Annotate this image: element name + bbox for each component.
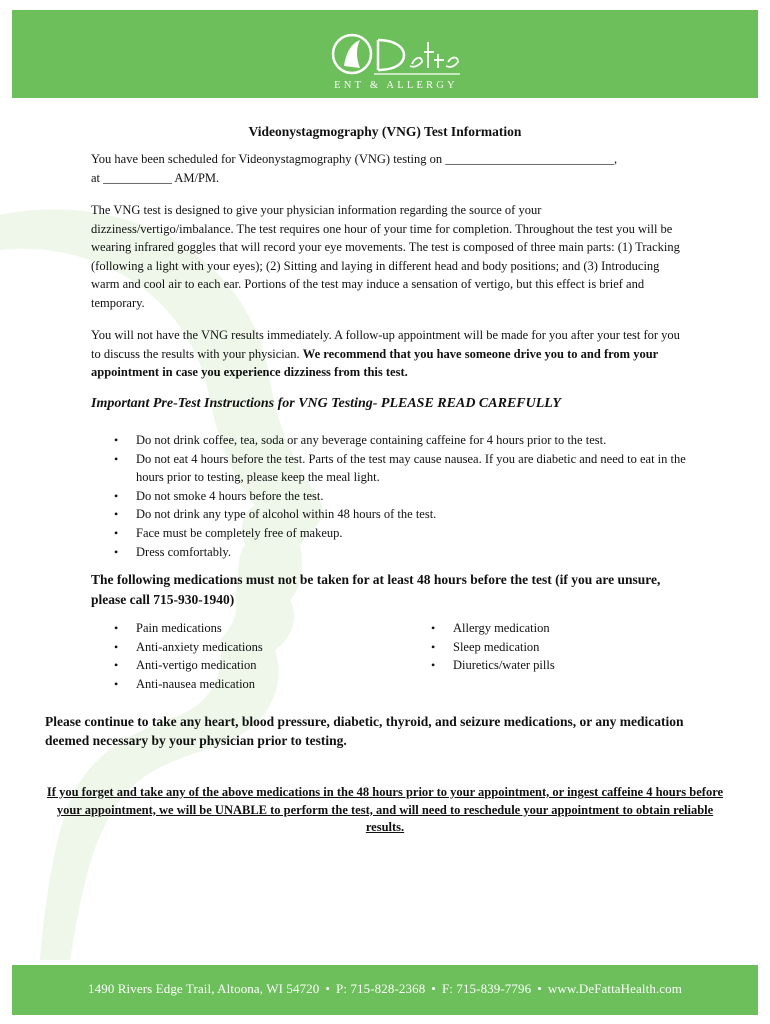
list-item: • Do not eat 4 hours before the test. Parts of the test may cause nausea. If you are diabetic and need to eat in the hours prior to testing, please keep the meal light. xyxy=(91,450,691,487)
defatta-logo xyxy=(330,30,470,80)
medications-list-left xyxy=(91,619,391,693)
footer-address: 1490 Rivers Edge Trail, Altoona, WI 54720 xyxy=(88,981,320,996)
header-banner xyxy=(12,10,758,98)
list-item: • Diuretics/water pills xyxy=(408,656,708,675)
list-item: • Sleep medication xyxy=(408,638,708,657)
medications-heading: The following medications must not be taken for at least 48 hours before the test (if you are unsure, please call 715-930-1940) xyxy=(91,572,661,607)
list-item: • Do not drink coffee, tea, soda or any beverage containing caffeine for 4 hours prior to the test. xyxy=(91,431,691,450)
footer-separator: • xyxy=(537,981,542,996)
list-item: • Do not drink any type of alcohol within 48 hours of the test. xyxy=(91,505,691,524)
continue-medications-note: Please continue to take any heart, blood pressure, diabetic, thyroid, and seizure medications, or any medication deemed necessary by your physician prior to testing. xyxy=(45,714,684,748)
footer-fax: F: 715-839-7796 xyxy=(441,981,532,996)
footer-phone: P: 715-828-2368 xyxy=(336,981,426,996)
list-item: • Do not smoke 4 hours before the test. xyxy=(91,487,691,506)
results-text: You will not have the VNG results immediately. A follow-up appointment will be made for you after your test for you to discuss the results with your physician. xyxy=(91,328,680,361)
footer-separator: • xyxy=(325,981,331,996)
footer-contact-line xyxy=(12,981,758,997)
schedule-line-time: at ___________ AM/PM. xyxy=(91,170,220,185)
list-item: • Pain medications xyxy=(91,619,391,638)
results-recommendation: We recommend that you have someone drive you to and from your appointment in case you experience dizziness from this test. xyxy=(91,346,658,380)
list-item: • Face must be completely free of makeup. xyxy=(91,524,691,543)
schedule-text xyxy=(91,150,691,187)
footer-website: www.DeFattaHealth.com xyxy=(547,981,682,996)
pretest-instructions-list xyxy=(91,431,691,561)
results-paragraph xyxy=(91,326,681,382)
logo-subtitle: ENT & ALLERGY xyxy=(334,80,458,91)
list-item: • Allergy medication xyxy=(408,619,708,638)
list-item: • Anti-vertigo medication xyxy=(91,656,391,675)
test-description: The VNG test is designed to give your physician information regarding the source of your dizziness/vertigo/imbalance. The test requires one hour of your time for completion. Throughout the test you will be wearing infrared goggles that will record your eye movements. The test is composed of three main parts: (1) Tracking (following a light with your eyes); (2) Sitting and laying in different head and body positions; and (3) Introducing warm and cool air to each ear. Portions of the test may induce a sensation of vertigo, but this effect is brief and temporary. xyxy=(91,203,680,310)
pretest-heading: Important Pre-Test Instructions for VNG Testing- PLEASE READ CAREFULLY xyxy=(91,396,561,411)
medications-list-right xyxy=(408,619,708,675)
footer-separator: • xyxy=(431,981,436,996)
reschedule-warning: If you forget and take any of the above medications in the 48 hours prior to your appointment, or ingest caffeine 4 hours before your appointment, we will be UNABLE to perform the test, and will need to reschedule your appointment to obtain reliable results. xyxy=(46,785,724,834)
list-item: • Dress comfortably. xyxy=(91,543,691,562)
page-title: Videonystagmography (VNG) Test Information xyxy=(248,124,522,139)
list-item: • Anti-anxiety medications xyxy=(91,638,391,657)
schedule-line-date: You have been scheduled for Videonystagmography (VNG) testing on ___________________________, xyxy=(91,152,618,166)
list-item: • Anti-nausea medication xyxy=(91,675,391,694)
footer-banner xyxy=(12,965,758,1015)
